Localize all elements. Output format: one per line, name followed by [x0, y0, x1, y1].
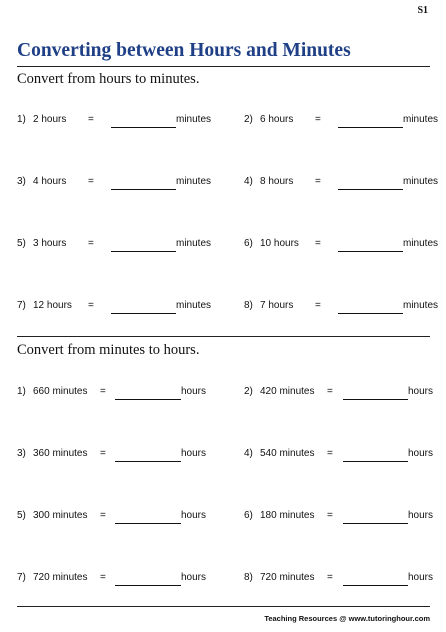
problem-item: [17, 176, 216, 190]
problem-number: 3): [17, 448, 26, 459]
problem-value: 660 minutes: [33, 386, 88, 397]
problem-number: 2): [244, 386, 253, 397]
problem-value: 720 minutes: [33, 572, 88, 583]
section2-instruction: Convert from minutes to hours.: [17, 342, 200, 358]
problem-number: 5): [17, 238, 26, 249]
problem-value: 8 hours: [260, 176, 294, 187]
problem-item: [244, 448, 446, 462]
unit-label: hours: [181, 572, 207, 583]
problem-number: 3): [17, 176, 26, 187]
problem-value: 540 minutes: [260, 448, 315, 459]
answer-blank[interactable]: [111, 313, 176, 314]
problem-item: [17, 238, 216, 252]
problem-item: [244, 114, 443, 128]
problem-number: 4): [244, 176, 253, 187]
unit-label: hours: [181, 386, 207, 397]
problem-value: 300 minutes: [33, 510, 88, 521]
problem-value: 720 minutes: [260, 572, 315, 583]
equals-sign: =: [315, 176, 321, 187]
worksheet-title: Converting between Hours and Minutes: [17, 40, 351, 61]
answer-blank[interactable]: [338, 189, 403, 190]
problem-value: 3 hours: [33, 238, 67, 249]
unit-label: hours: [181, 510, 207, 521]
problem-item: [244, 300, 443, 314]
unit-label: hours: [408, 510, 434, 521]
unit-label: minutes: [403, 238, 439, 249]
problem-number: 8): [244, 300, 253, 311]
unit-label: minutes: [176, 114, 212, 125]
problem-item: [244, 176, 443, 190]
equals-sign: =: [88, 300, 94, 311]
problem-number: 6): [244, 510, 253, 521]
answer-blank[interactable]: [343, 461, 408, 462]
answer-blank[interactable]: [338, 313, 403, 314]
problem-item: [244, 386, 446, 400]
equals-sign: =: [100, 386, 106, 397]
answer-blank[interactable]: [343, 523, 408, 524]
problem-value: 6 hours: [260, 114, 294, 125]
equals-sign: =: [327, 448, 333, 459]
footer-site: www.tutoringhour.com: [348, 614, 430, 623]
problem-item: [17, 386, 221, 400]
problem-item: [17, 114, 216, 128]
problem-item: [17, 448, 221, 462]
problem-number: 1): [17, 386, 26, 397]
answer-blank[interactable]: [115, 585, 181, 586]
problem-value: 12 hours: [33, 300, 72, 311]
problem-item: [17, 510, 221, 524]
unit-label: hours: [408, 386, 434, 397]
problem-value: 10 hours: [260, 238, 299, 249]
problem-number: 1): [17, 114, 26, 125]
unit-label: minutes: [176, 300, 212, 311]
problem-value: 420 minutes: [260, 386, 315, 397]
answer-blank[interactable]: [338, 127, 403, 128]
problem-number: 4): [244, 448, 253, 459]
problem-item: [244, 238, 443, 252]
problem-value: 2 hours: [33, 114, 67, 125]
unit-label: minutes: [176, 238, 212, 249]
problem-value: 4 hours: [33, 176, 67, 187]
problem-number: 8): [244, 572, 253, 583]
answer-blank[interactable]: [343, 585, 408, 586]
equals-sign: =: [327, 510, 333, 521]
unit-label: hours: [408, 448, 434, 459]
equals-sign: =: [315, 300, 321, 311]
equals-sign: =: [315, 238, 321, 249]
equals-sign: =: [100, 510, 106, 521]
equals-sign: =: [100, 448, 106, 459]
footer-label: Teaching Resources @: [264, 614, 349, 623]
title-divider: [17, 66, 430, 67]
unit-label: hours: [181, 448, 207, 459]
section1-instruction: Convert from hours to minutes.: [17, 71, 200, 87]
answer-blank[interactable]: [115, 523, 181, 524]
answer-blank[interactable]: [115, 461, 181, 462]
problem-item: [17, 572, 221, 586]
problem-number: 2): [244, 114, 253, 125]
equals-sign: =: [88, 114, 94, 125]
section-divider: [17, 336, 430, 337]
problem-item: [244, 510, 446, 524]
equals-sign: =: [327, 572, 333, 583]
problem-number: 5): [17, 510, 26, 521]
unit-label: hours: [408, 572, 434, 583]
answer-blank[interactable]: [111, 251, 176, 252]
unit-label: minutes: [403, 114, 439, 125]
problem-value: 360 minutes: [33, 448, 88, 459]
equals-sign: =: [315, 114, 321, 125]
problem-number: 7): [17, 300, 26, 311]
equals-sign: =: [88, 176, 94, 187]
equals-sign: =: [100, 572, 106, 583]
unit-label: minutes: [403, 176, 439, 187]
answer-blank[interactable]: [115, 399, 181, 400]
problem-item: [244, 572, 446, 586]
equals-sign: =: [327, 386, 333, 397]
problem-value: 180 minutes: [260, 510, 315, 521]
unit-label: minutes: [176, 176, 212, 187]
footer-divider: [17, 606, 430, 607]
worksheet-code: S1: [417, 5, 428, 16]
answer-blank[interactable]: [111, 127, 176, 128]
problem-item: [17, 300, 216, 314]
footer-credit: [264, 614, 430, 623]
equals-sign: =: [88, 238, 94, 249]
unit-label: minutes: [403, 300, 439, 311]
problem-value: 7 hours: [260, 300, 294, 311]
answer-blank[interactable]: [111, 189, 176, 190]
problem-number: 7): [17, 572, 26, 583]
answer-blank[interactable]: [338, 251, 403, 252]
problem-number: 6): [244, 238, 253, 249]
answer-blank[interactable]: [343, 399, 408, 400]
